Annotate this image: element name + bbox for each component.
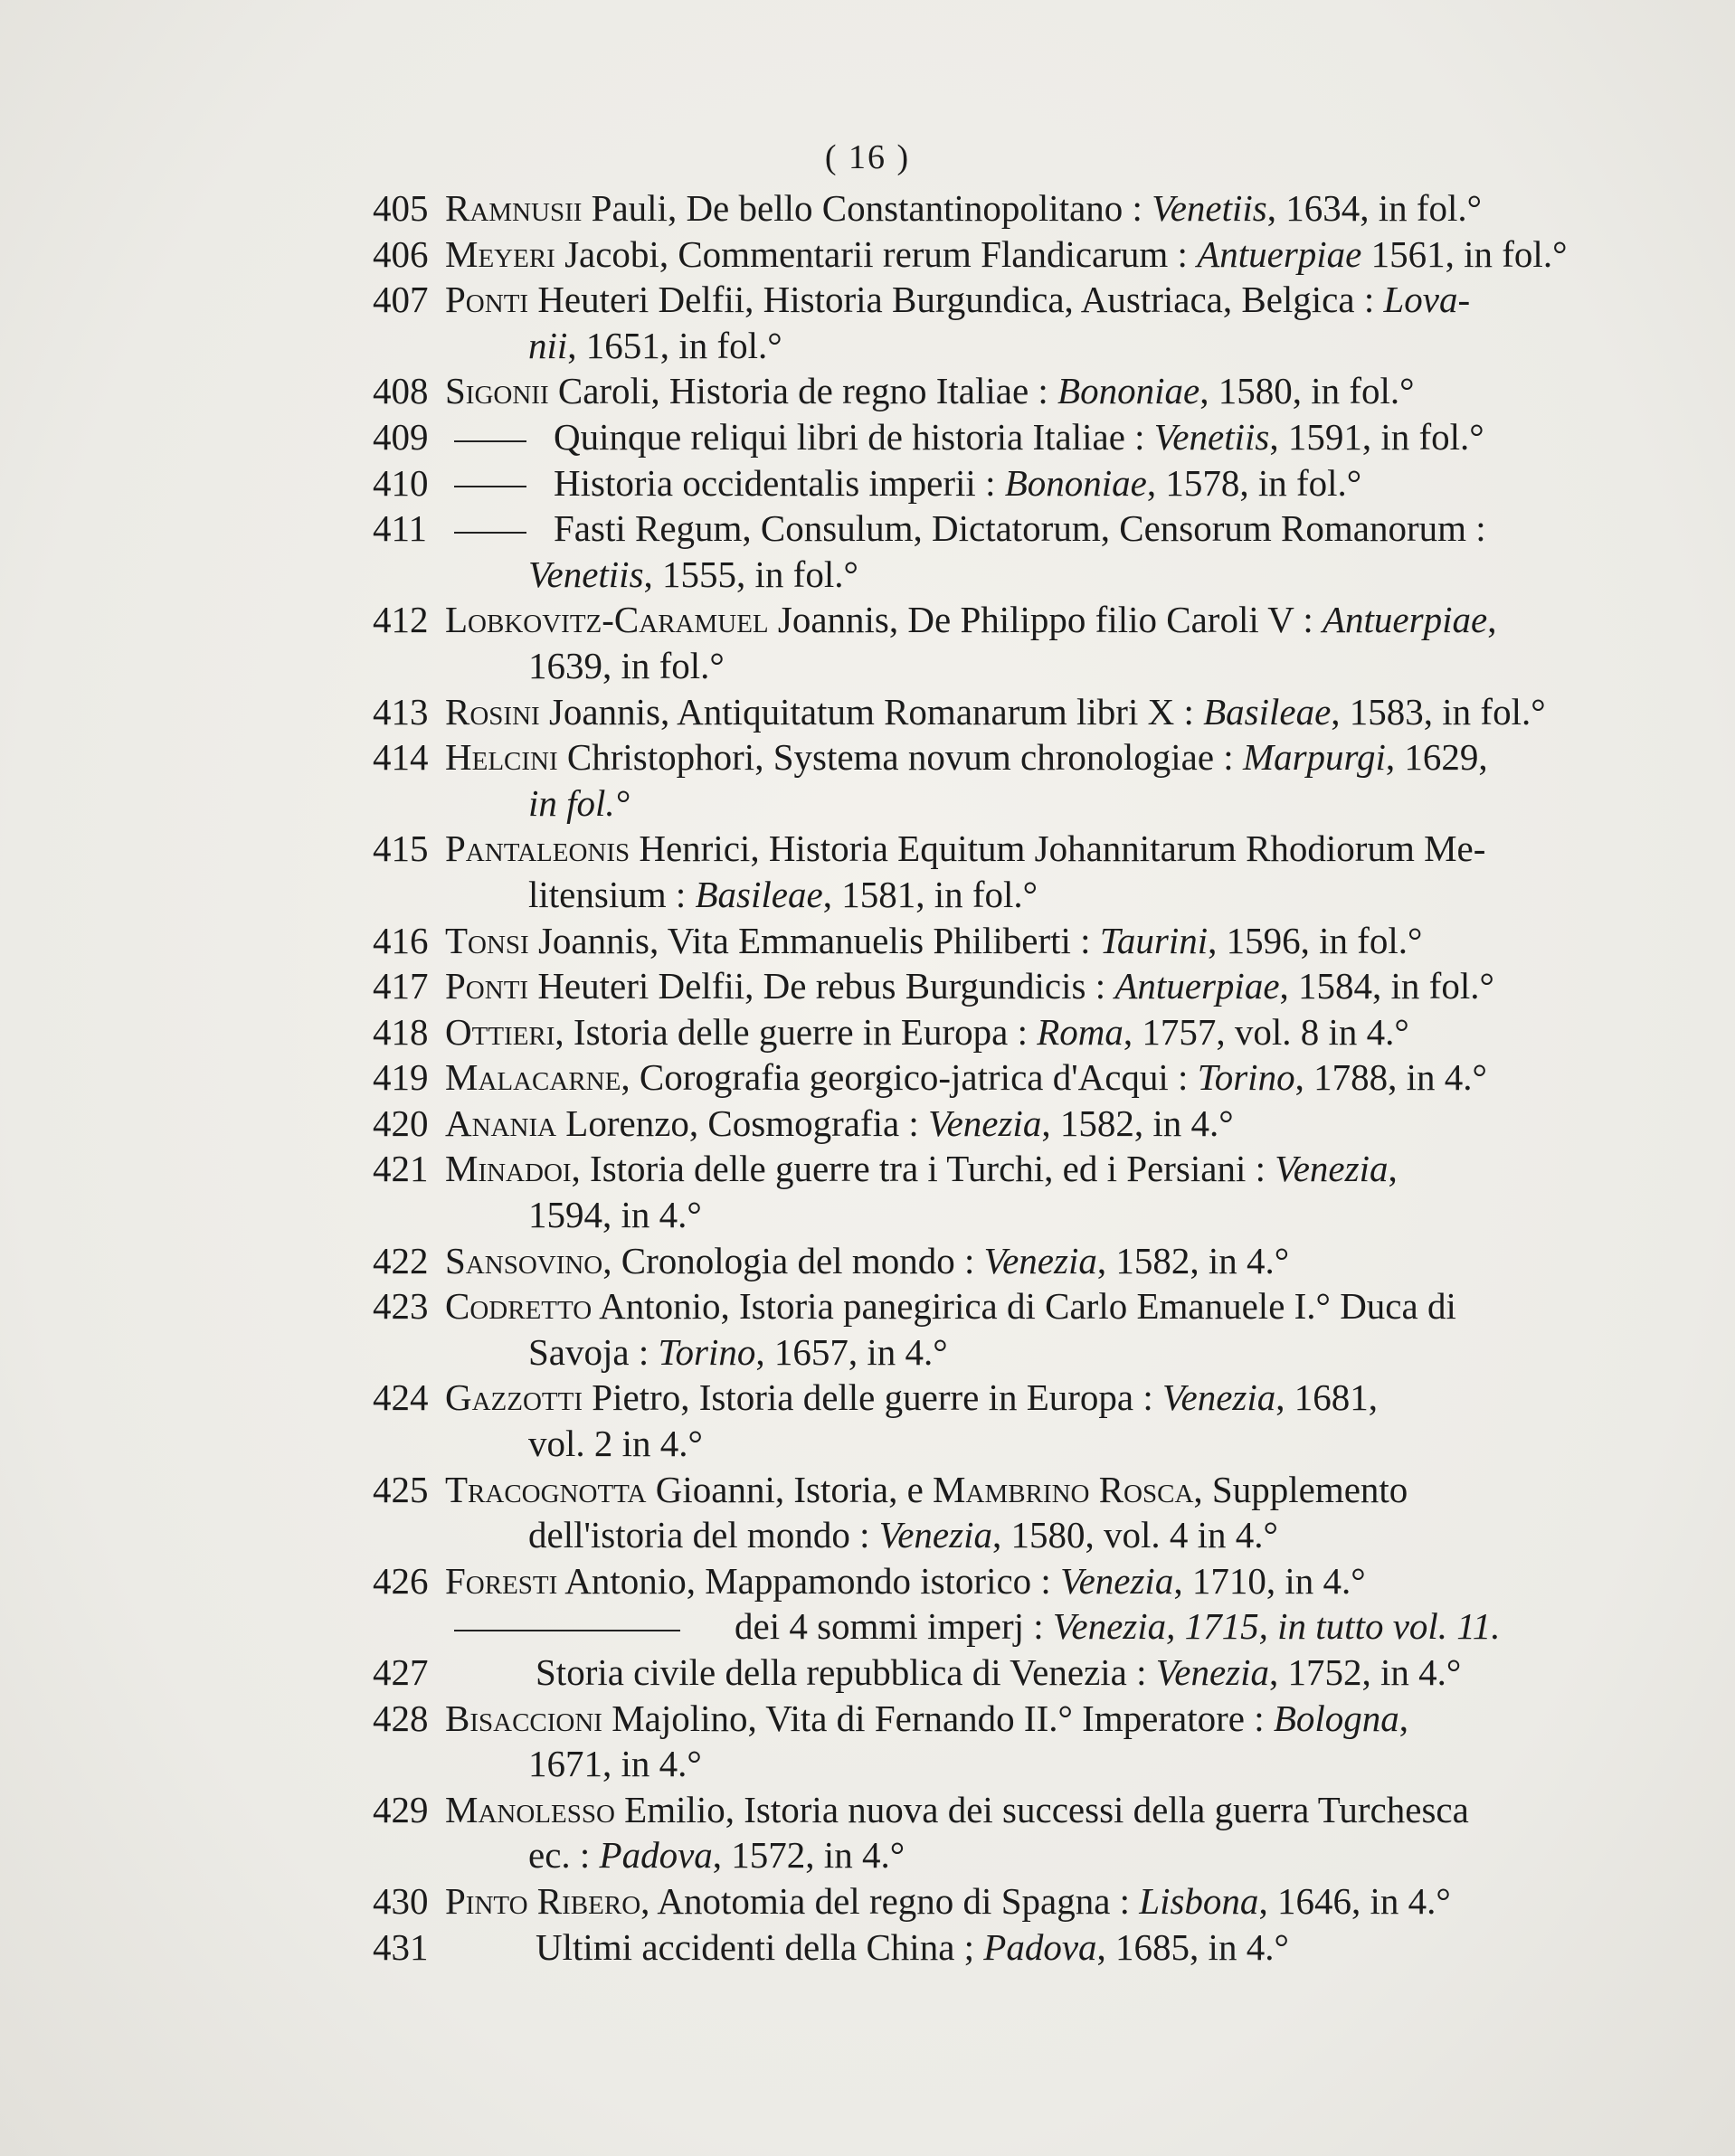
entry-number: 423 — [373, 1285, 429, 1328]
author-surname: Tonsi — [445, 919, 529, 961]
entry-continuation — [445, 1192, 1558, 1238]
catalogue-entry — [373, 1101, 1558, 1147]
entry-title: , Istoria panegirica di Carlo Emanuele I.° Duca di — [720, 1285, 1456, 1328]
entry-title: , De rebus Burgundicis : — [744, 965, 1115, 1007]
entry-number: 430 — [373, 1879, 429, 1922]
publication-place: Torino — [658, 1330, 756, 1373]
author-forename: Pietro — [583, 1376, 681, 1419]
publication-details: , 1681, — [1275, 1376, 1379, 1419]
entry-title: , De bello Constantinopolitano : — [667, 187, 1152, 229]
entry-title: Ultimi accidenti della China ; — [536, 1925, 984, 1968]
entry-number: 420 — [373, 1102, 429, 1144]
entry-line — [445, 414, 1558, 460]
entry-line — [445, 506, 1558, 552]
publication-details: , 1578, in fol.° — [1146, 461, 1362, 504]
ditto-dash — [454, 440, 526, 442]
publication-details: , 1710, in 4.° — [1173, 1559, 1366, 1602]
entry-title: , Historia Equitum Johannitarum Rhodiorum Me- — [750, 827, 1486, 870]
author-surname: Ottieri — [445, 1010, 555, 1053]
catalogue-entry — [373, 1375, 1558, 1466]
publication-details: , 1582, in 4.° — [1041, 1102, 1234, 1144]
catalogue-entry — [373, 1467, 1558, 1558]
entry-line — [445, 185, 1558, 232]
entry-line — [445, 1924, 1558, 1971]
catalogue-entry — [373, 232, 1568, 278]
entry-number: 412 — [373, 599, 429, 641]
entry-title: , De Philippo filio Caroli V : — [888, 599, 1323, 641]
entry-title: dei 4 sommi imperj : — [735, 1605, 1053, 1648]
catalogue-entry — [373, 597, 1558, 688]
entry-title: , Commentarii rerum Flandicarum : — [659, 232, 1198, 275]
entry-title: litensium : — [528, 873, 696, 915]
publication-details: , 1629, — [1385, 736, 1488, 779]
publication-details: vol. 2 in 4.° — [528, 1423, 703, 1465]
entry-title: Historia occidentalis imperii : — [554, 461, 1005, 504]
catalogue-entry — [373, 734, 1558, 826]
catalogue-entry — [373, 414, 1558, 460]
publication-details: , 1555, in fol.° — [643, 553, 858, 595]
author-forename: Majolino — [602, 1697, 748, 1739]
entry-number: 409 — [373, 415, 429, 458]
entry-number: 405 — [373, 187, 429, 229]
author-surname: Sansovino — [445, 1239, 603, 1281]
author-surname: Malacarne — [445, 1056, 621, 1099]
entry-title: , Vita di Fernando II.° Imperatore : — [747, 1697, 1274, 1739]
publication-place: Venezia — [1052, 1605, 1167, 1648]
entry-title: , Anotomia del regno di Spagna : — [640, 1879, 1140, 1922]
entry-number: 416 — [373, 919, 429, 961]
entry-number: 407 — [373, 279, 429, 321]
entry-continuation — [445, 552, 1558, 598]
entry-continuation — [445, 1421, 1558, 1467]
catalogue-entry — [373, 918, 1558, 964]
publication-place: Venetiis — [528, 553, 644, 595]
entry-title: , Istoria delle guerre tra i Turchi, ed i Persiani : — [571, 1148, 1275, 1190]
entry-line — [445, 826, 1558, 872]
entry-title: , Antiquitatum Romanarum libri X : — [659, 690, 1204, 733]
publication-place: Antuerpiae — [1197, 232, 1362, 275]
author-surname: Codretto — [445, 1285, 593, 1328]
author-surname: Helcini — [445, 736, 558, 779]
author-forename: Christophori — [557, 736, 755, 779]
publication-details: , 1580, vol. 4 in 4.° — [991, 1514, 1278, 1556]
catalogue-entry — [373, 185, 1558, 232]
catalogue-entry — [373, 1787, 1558, 1878]
publication-details: , 1657, in 4.° — [755, 1330, 948, 1373]
entry-title: , Systema novum chronologiae : — [754, 736, 1243, 779]
publication-details: , 1685, in 4.° — [1096, 1925, 1289, 1968]
publication-details: , 1646, in 4.° — [1258, 1879, 1451, 1922]
entry-line — [445, 1696, 1558, 1742]
author-forename: Gioanni — [646, 1468, 775, 1510]
publication-place: Venezia — [878, 1514, 992, 1556]
entry-title: Fasti Regum, Consulum, Dictatorum, Censorum Romanorum : — [554, 507, 1486, 550]
entry-title: , Istoria delle guerre in Europa : — [680, 1376, 1163, 1419]
author-forename: Jacobi — [555, 232, 659, 275]
entry-line — [445, 918, 1558, 964]
author-surname: Foresti — [445, 1559, 558, 1602]
entry-number: 425 — [373, 1468, 429, 1510]
entry-number: 415 — [373, 827, 429, 870]
entry-line — [445, 963, 1558, 1009]
entry-title: , Corografia georgico-jatrica d'Acqui : — [621, 1056, 1198, 1099]
publication-details: , 1752, in 4.° — [1269, 1651, 1462, 1693]
entry-number: 428 — [373, 1697, 429, 1739]
entry-number: 417 — [373, 965, 429, 1007]
entry-title: , Mappamondo istorico : — [686, 1559, 1061, 1602]
publication-place: Venezia — [928, 1102, 1042, 1144]
entry-line — [445, 232, 1568, 278]
entry-line — [445, 1238, 1558, 1284]
ditto-dash — [454, 486, 526, 487]
author-forename: Joannis — [528, 919, 649, 961]
author-surname: Sigonii — [445, 370, 549, 412]
entry-line — [445, 460, 1558, 506]
catalogue-entry — [373, 1146, 1558, 1237]
entry-title: dell'istoria del mondo : — [528, 1514, 879, 1556]
entry-line — [445, 1101, 1558, 1147]
catalogue-entry — [373, 1558, 1558, 1650]
catalogue-entry — [373, 1924, 1558, 1971]
author-surname: Minadoi — [445, 1148, 572, 1190]
publication-details: , 1583, in fol.° — [1331, 690, 1546, 733]
publication-details: 1594, in 4.° — [528, 1194, 702, 1236]
publication-details: 1561, in fol.° — [1361, 232, 1568, 275]
catalogue-entry — [373, 826, 1558, 917]
publication-place: Lova- — [1383, 279, 1471, 321]
author-surname: Ponti — [445, 965, 529, 1007]
ditto-dash — [454, 532, 526, 534]
author-surname: Ponti — [445, 279, 529, 321]
entry-continuation — [445, 780, 1558, 827]
publication-place: Basileae — [1203, 690, 1332, 733]
publication-place: Bononiae — [1004, 461, 1147, 504]
catalogue-entry — [373, 460, 1558, 506]
author-forename: Heuteri Delfii — [528, 279, 745, 321]
entry-title: ec. : — [528, 1834, 600, 1877]
entry-number: 418 — [373, 1010, 429, 1053]
publication-details: , — [1487, 599, 1497, 641]
catalogue-entry — [373, 1696, 1558, 1787]
author-forename: Joannis — [768, 599, 889, 641]
catalogue-entry — [373, 277, 1558, 368]
entry-number: 429 — [373, 1788, 429, 1830]
entry-number: 406 — [373, 232, 429, 275]
author-forename: Henrici — [630, 827, 751, 870]
entry-continuation — [445, 1741, 1558, 1787]
entry-continuation — [445, 643, 1558, 689]
author-forename: Heuteri Delfii — [528, 965, 745, 1007]
entry-title: , Cosmografia : — [688, 1102, 929, 1144]
author-surname: Lobkovitz-Caramuel — [445, 599, 769, 641]
publication-details: , 1584, in fol.° — [1279, 965, 1494, 1007]
publication-details: , — [1388, 1148, 1398, 1190]
entry-number: 408 — [373, 370, 429, 412]
entry-number: 426 — [373, 1559, 429, 1602]
author-surname: Pinto Ribero — [445, 1879, 641, 1922]
entry-title: , Cronologia del mondo : — [602, 1239, 984, 1281]
publication-place: Roma — [1037, 1010, 1123, 1053]
publication-place: Antuerpiae — [1114, 965, 1280, 1007]
publication-place: Venezia — [1162, 1376, 1276, 1419]
author-surname: Manolesso — [445, 1788, 615, 1830]
author-forename: Pauli — [582, 187, 668, 229]
entry-line — [445, 1283, 1558, 1329]
catalogue-entry — [373, 1878, 1558, 1924]
publication-place: Basileae — [695, 873, 823, 915]
publication-place: Venetiis — [1152, 187, 1267, 229]
author-surname: Rosini — [445, 690, 540, 733]
publication-place: Venezia — [1060, 1559, 1174, 1602]
entry-continuation — [445, 1832, 1558, 1878]
entry-title: , Vita Emmanuelis Philiberti : — [649, 919, 1100, 961]
author-surname: Ramnusii — [445, 187, 583, 229]
publication-details: , 1651, in fol.° — [567, 324, 782, 366]
entry-title: Savoja : — [528, 1330, 659, 1373]
entry-line — [445, 1558, 1558, 1604]
entry-continuation — [445, 1603, 1558, 1650]
author-surname: Pantaleonis — [445, 827, 630, 870]
entry-title: , Historia Burgundica, Austriaca, Belgica : — [744, 279, 1384, 321]
entry-line — [445, 1054, 1558, 1101]
author-forename: Lorenzo — [556, 1102, 689, 1144]
entry-number: 421 — [373, 1148, 429, 1190]
entry-line — [445, 1787, 1558, 1833]
entry-line — [445, 1650, 1558, 1696]
author-forename: Antonio — [557, 1559, 687, 1602]
catalogue-entry — [373, 963, 1558, 1009]
entry-number: 413 — [373, 690, 429, 733]
publication-details: , 1596, in fol.° — [1208, 919, 1423, 961]
entry-number: 411 — [373, 507, 427, 550]
entry-line — [445, 689, 1558, 735]
publication-details: , 1788, in 4.° — [1294, 1056, 1487, 1099]
author-forename: Joannis — [539, 690, 660, 733]
entry-continuation — [445, 1329, 1558, 1376]
publication-place: Antuerpiae — [1323, 599, 1488, 641]
entry-number: 414 — [373, 736, 429, 779]
publication-place: Bononiae — [1057, 370, 1200, 412]
publication-details: , 1757, vol. 8 in 4.° — [1123, 1010, 1409, 1053]
catalogue-entry — [373, 1238, 1558, 1284]
publication-place: nii — [528, 324, 568, 366]
entry-line — [445, 1467, 1558, 1513]
entry-number: 424 — [373, 1376, 429, 1419]
author-forename: Emilio — [614, 1788, 725, 1830]
publication-place: Padova — [599, 1834, 713, 1877]
entry-title: , Istoria nuova dei successi della guerra Turchesca — [725, 1788, 1469, 1830]
entry-number: 419 — [373, 1056, 429, 1099]
entry-line — [445, 1146, 1558, 1192]
catalogue-entry — [373, 1650, 1558, 1696]
ditto-dash — [454, 1630, 680, 1631]
catalogue-entry — [373, 506, 1558, 597]
publication-details: , 1634, in fol.° — [1266, 187, 1483, 229]
publication-details: 1639, in fol.° — [528, 644, 725, 686]
entry-number: 431 — [373, 1925, 429, 1968]
entry-continuation — [445, 1512, 1558, 1558]
publication-place: Venezia — [1275, 1148, 1389, 1190]
author-forename: Caroli — [548, 370, 651, 412]
publication-details: 1671, in 4.° — [528, 1743, 702, 1785]
publication-place: Venetiis — [1153, 415, 1270, 458]
catalogue-entry — [373, 689, 1558, 735]
entry-line — [445, 734, 1558, 780]
publication-details: , 1715, in tutto vol. 11. — [1166, 1605, 1501, 1648]
publication-details: , 1591, in fol.° — [1269, 415, 1484, 458]
publication-details: , 1580, in fol.° — [1199, 370, 1415, 412]
entry-title: Quinque reliqui libri de historia Italiae : — [554, 415, 1154, 458]
entry-line — [445, 1375, 1558, 1421]
publication-place: Bologna — [1273, 1697, 1399, 1739]
catalogue-entry — [373, 1283, 1558, 1375]
publication-place: Marpurgi — [1242, 736, 1386, 779]
publication-place: Lisbona — [1139, 1879, 1259, 1922]
author-surname: Tracognotta — [445, 1468, 647, 1510]
publication-place: Torino — [1197, 1056, 1295, 1099]
entry-number: 410 — [373, 461, 429, 504]
entry-line — [445, 277, 1558, 323]
publication-details: , — [1398, 1697, 1409, 1739]
catalogue-entry — [373, 1009, 1558, 1055]
entry-number: 427 — [373, 1651, 429, 1693]
publication-details: , 1581, in fol.° — [822, 873, 1038, 915]
author-surname: Meyeri — [445, 232, 555, 275]
entry-line — [445, 368, 1558, 414]
author-forename: Antonio — [592, 1285, 721, 1328]
entry-title: Storia civile della repubblica di Venezia : — [536, 1651, 1156, 1693]
entry-line — [445, 597, 1558, 643]
publication-details: , 1582, in 4.° — [1096, 1239, 1290, 1281]
author-surname: Gazzotti — [445, 1376, 583, 1419]
catalogue-entries — [373, 185, 1568, 1970]
entry-title: , Istoria delle guerre in Europa : — [555, 1010, 1038, 1053]
entry-continuation — [445, 872, 1558, 918]
entry-title: , Historia de regno Italiae : — [650, 370, 1058, 412]
author-surname: Bisaccioni — [445, 1697, 602, 1739]
publication-place: Venezia — [983, 1239, 1097, 1281]
entry-line — [445, 1878, 1558, 1924]
entry-continuation — [445, 323, 1558, 369]
page-number: ( 16 ) — [824, 138, 911, 176]
catalogue-entry — [373, 368, 1558, 414]
publication-place: Venezia — [1155, 1651, 1269, 1693]
entry-title: , Istoria, e — [774, 1468, 934, 1510]
publication-details: , 1572, in 4.° — [712, 1834, 905, 1877]
publication-place: Padova — [983, 1925, 1097, 1968]
entry-number: 422 — [373, 1239, 429, 1281]
entry-line — [445, 1009, 1558, 1055]
catalogue-entry — [373, 1054, 1558, 1101]
publication-place: Taurini — [1099, 919, 1209, 961]
entry-title: , Supplemento — [1193, 1468, 1408, 1510]
second-author: Mambrino Rosca — [933, 1468, 1194, 1510]
author-surname: Anania — [445, 1102, 557, 1144]
publication-details: in fol.° — [528, 781, 630, 824]
